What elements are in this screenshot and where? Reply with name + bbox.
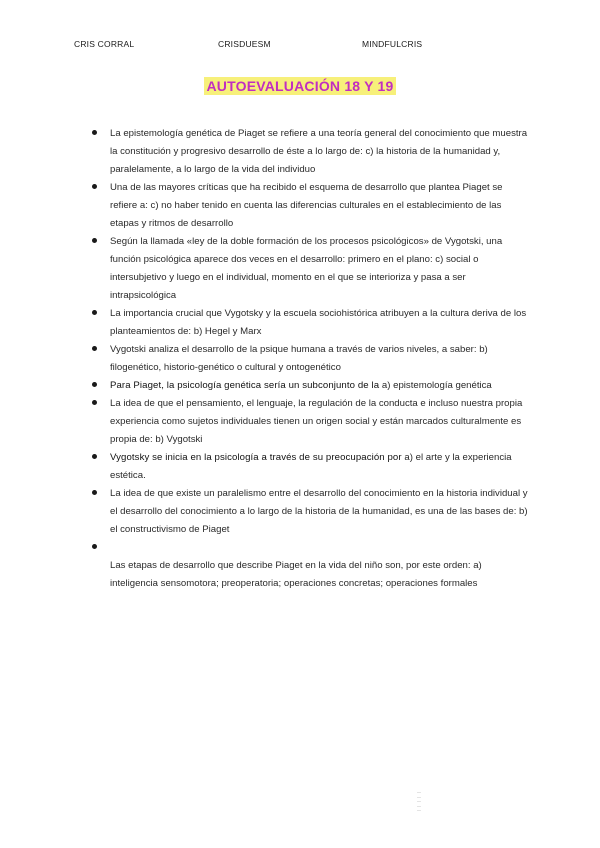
footnote-line: ∙∙∙∙ [417, 794, 421, 799]
item-text: La idea de que el pensamiento, el lenguaje, la regulación de la conducta e incluso nuestra propia experiencia como sujetos individuales tienen un origen social y están marcados culturalmente es propia de: b) Vygotski [110, 398, 523, 445]
bullet-icon [92, 130, 97, 135]
bullet-icon [92, 346, 97, 351]
item-text: Una de las mayores críticas que ha recibido el esquema de desarrollo que plantea Piaget se refiere a: c) no haber tenido en cuenta las diferencias culturales en el establecimiento de las etapas y ritmos de desarrollo [110, 182, 503, 229]
header-center: CRISDUESM [218, 39, 271, 49]
item-text: La idea de que existe un paralelismo entre el desarrollo del conocimiento en la historia individual y el desarrollo del conocimiento a lo largo de la historia de la humanidad, es una de las bases de: b) el constructivismo de Piaget [110, 488, 528, 535]
list-item [92, 179, 532, 233]
footnote-mark [417, 790, 437, 813]
item-prefix: Para Piaget, la psicología genética sería un subconjunto de la [110, 380, 382, 391]
list-item [92, 449, 532, 485]
page-header [0, 39, 600, 53]
header-right: MINDFULCRIS [362, 39, 423, 49]
title-wrapper [0, 77, 600, 96]
list-item [92, 485, 532, 539]
list-item [92, 395, 532, 449]
item-text: Las etapas de desarrollo que describe Piaget en la vida del niño son, por este orden: a) inteligencia sensomotora; preoperatoria; operaciones concretas; operaciones formales [110, 560, 482, 589]
bullet-icon [92, 400, 97, 405]
bullet-icon [92, 184, 97, 189]
list-item [92, 377, 532, 395]
footnote-line: ∙∙∙∙ [417, 799, 421, 803]
list-item [92, 233, 532, 305]
header-left: CRIS CORRAL [74, 39, 135, 49]
item-text: La epistemología genética de Piaget se refiere a una teoría general del conocimiento que muestra la constitución y progresivo desarrollo de éste a lo largo de: c) la historia de la humanidad y, paralelamente, a lo largo de la vida del individuo [110, 128, 528, 175]
bullet-icon [92, 454, 97, 459]
list-item-continuation [92, 557, 532, 593]
list-item [92, 125, 532, 179]
item-prefix: Vygotsky se inicia en la psicología a través de su preocupación por [110, 452, 405, 463]
list-item [92, 341, 532, 377]
item-text: La importancia crucial que Vygotsky y la escuela sociohistórica atribuyen a la cultura deriva de los planteamientos de: b) Hegel y Marx [110, 308, 527, 337]
footnote-line: ∙∙∙∙ [417, 808, 421, 812]
bullet-icon [92, 310, 97, 315]
item-text: a) epistemología genética [381, 380, 492, 391]
bullet-icon [92, 382, 97, 387]
page-title: AUTOEVALUACIÓN 18 Y 19 [204, 77, 397, 95]
list-item [92, 305, 532, 341]
bullet-icon [92, 544, 97, 549]
bullet-icon [92, 490, 97, 495]
footnote-line: ∙∙∙∙ [417, 790, 421, 794]
item-text: Vygotski analiza el desarrollo de la psique humana a través de varios niveles, a saber: b) filogenético, historio-genético o cultural y ontogenético [110, 344, 488, 373]
list-item-empty [92, 539, 532, 557]
bullet-icon [92, 238, 97, 243]
item-text: Según la llamada «ley de la doble formación de los procesos psicológicos» de Vygotski, una función psicológica aparece dos veces en el desarrollo: primero en el plano: c) social o intersubjetivo y luego en el individual, momento en el que se interioriza y pasa a ser intrapsicológica [110, 236, 503, 301]
item-text: a) el arte y la experiencia estética. [110, 452, 512, 481]
bullet-list [92, 125, 532, 593]
footnote-line: ∙∙∙∙ [417, 803, 421, 808]
